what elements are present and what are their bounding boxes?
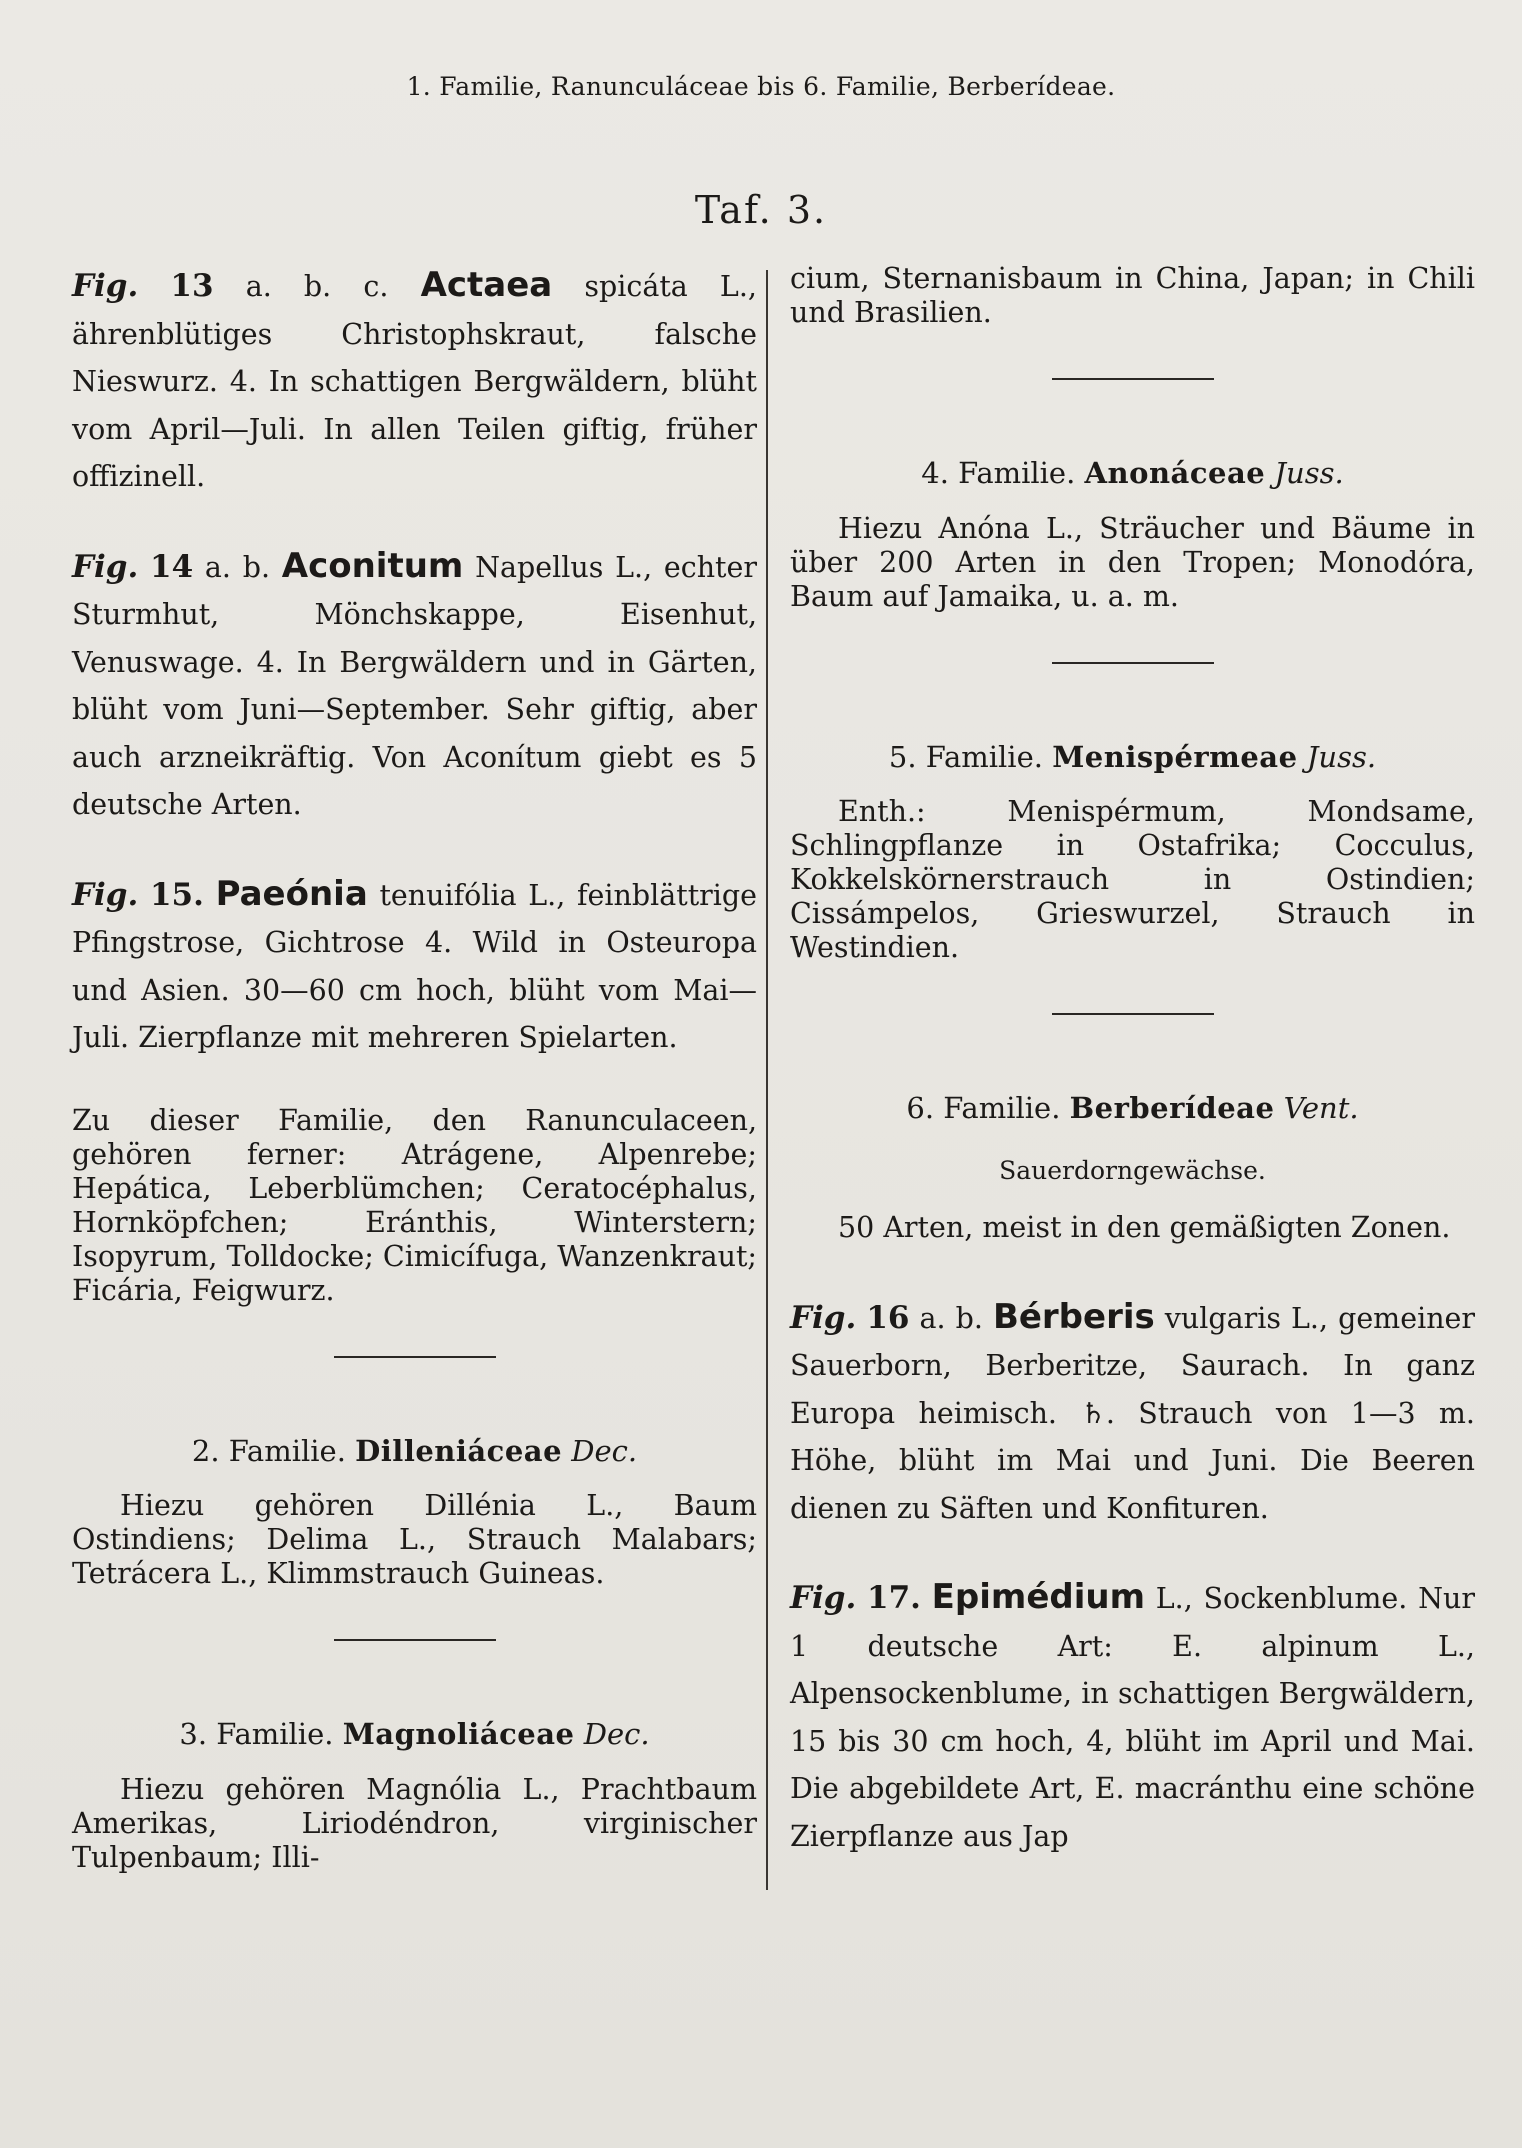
family-name: Magnoliáceae bbox=[342, 1717, 575, 1751]
genus-name: Paeónia bbox=[215, 873, 368, 914]
ranunculaceae-note: Zu dieser Familie, den Ranunculaceen, gehören ferner: Atrágene, Alpenrebe; Hepática, Leberblümchen; Ceratocéphalus, Hornköpfchen; Eránthis, Winterstern; Isopyrum, Tolldocke; Cimicífuga, Wanzenkraut; Ficária, Feigwurz. bbox=[72, 1103, 757, 1307]
plate-title: Taf. 3. bbox=[694, 188, 828, 232]
fig-number: 15. bbox=[149, 876, 204, 913]
fig-14-entry bbox=[72, 543, 757, 829]
fig-label: Fig. bbox=[790, 1299, 857, 1336]
fig-parts: a. b. bbox=[919, 1301, 983, 1335]
family-author: Dec. bbox=[583, 1717, 650, 1751]
genus-name: Aconitum bbox=[281, 545, 464, 586]
species-text: spicáta L., ährenblütiges Christophskraut, falsche Nieswurz. 4. In schattigen Bergwäldern, blüht vom April—Juli. In allen Teilen giftig, früher offizinell. bbox=[72, 270, 757, 493]
family-6-heading bbox=[790, 1085, 1475, 1133]
family-author: Vent. bbox=[1283, 1091, 1359, 1125]
section-rule bbox=[334, 1356, 496, 1358]
genus-name: Actaea bbox=[420, 265, 553, 305]
species-text: L., Sockenblume. Nur 1 deutsche Art: E. alpinum L., Alpensockenblume, in schattigen Bergwäldern, 15 bis 30 cm hoch, 4, blüht im April und Mai. Die abgebildete Art, E. macránthu eine schöne Zierpflanze aus Jap bbox=[790, 1582, 1475, 1853]
family-2-text: Hiezu gehören Dillénia L., Baum Ostindiens; Delima L., Strauch Malabars; Tetrácera L., Klimmstrauch Guineas. bbox=[72, 1489, 757, 1590]
family-5-text: Enth.: Menispérmum, Mondsame, Schlingpflanze in Ostafrika; Cocculus, Kokkelskörnerstrauch in Ostindien; Cissámpelos, Grieswurzel, Strauch in Westindien. bbox=[790, 795, 1475, 964]
species-text: Napellus L., echter Sturmhut, Mönchskappe, Eisenhut, Venuswage. 4. In Bergwäldern und in Gärten, blüht vom Juni—September. Sehr giftig, aber auch arzneikräftig. Von Aconítum giebt es 5 deutsche Arten. bbox=[72, 550, 758, 821]
fig-number: 17. bbox=[867, 1580, 921, 1616]
fig-16-entry bbox=[790, 1294, 1475, 1533]
genus-name: Bérberis bbox=[992, 1296, 1155, 1337]
fig-number: 13 bbox=[170, 268, 214, 304]
family-6-text: 50 Arten, meist in den gemäßigten Zonen. bbox=[838, 1211, 1451, 1244]
column-divider bbox=[766, 270, 768, 1890]
fig-parts: a. b. c. bbox=[245, 270, 389, 303]
fig-15-entry bbox=[72, 871, 757, 1062]
family-name: Berberídeae bbox=[1069, 1091, 1275, 1125]
family-author: Dec. bbox=[571, 1433, 638, 1468]
section-rule bbox=[1052, 1013, 1214, 1015]
family-3-heading bbox=[72, 1711, 757, 1759]
fig-17-entry bbox=[790, 1574, 1475, 1860]
family-2-heading bbox=[72, 1428, 757, 1476]
right-column bbox=[790, 262, 1475, 1902]
family-number: 5. Familie. bbox=[888, 739, 1043, 774]
fig-label: Fig. bbox=[790, 1580, 857, 1616]
fig-label: Fig. bbox=[72, 876, 139, 913]
fig-label: Fig. bbox=[72, 268, 139, 304]
family-number: 4. Familie. bbox=[921, 456, 1076, 490]
species-text: tenuifólia L., feinblättrige Pfingstrose, Gichtrose 4. Wild in Osteuropa und Asien. 30—60 cm hoch, blüht vom Mai—Juli. Zierpflanze mit mehreren Spielarten. bbox=[72, 878, 757, 1054]
section-rule bbox=[334, 1639, 496, 1641]
family-4-heading bbox=[790, 450, 1475, 498]
section-rule bbox=[1052, 662, 1214, 664]
family-name: Anonáceae bbox=[1084, 456, 1266, 490]
family-5-heading bbox=[790, 734, 1475, 782]
left-column bbox=[72, 262, 757, 1875]
genus-name: Epimédium bbox=[931, 1577, 1146, 1617]
running-head: 1. Familie, Ranunculáceae bis 6. Familie, Berberídeae. bbox=[406, 72, 1116, 101]
family-number: 6. Familie. bbox=[906, 1091, 1061, 1125]
family-3-continuation: cium, Sternanisbaum in China, Japan; in Chili und Brasilien. bbox=[790, 262, 1475, 329]
family-number: 3. Familie. bbox=[179, 1717, 334, 1751]
family-name: Dilleniáceae bbox=[355, 1433, 563, 1468]
section-rule bbox=[1052, 378, 1214, 380]
fig-13-entry bbox=[72, 262, 757, 501]
family-3-text: Hiezu gehören Magnólia L., Prachtbaum Amerikas, Liriodéndron, virginischer Tulpenbaum; Illi- bbox=[72, 1772, 757, 1874]
fig-number: 14 bbox=[150, 548, 194, 585]
family-number: 2. Familie. bbox=[191, 1433, 346, 1468]
family-author: Juss. bbox=[1274, 456, 1344, 490]
family-name: Menispérmeae bbox=[1052, 739, 1298, 774]
family-author: Juss. bbox=[1306, 739, 1377, 774]
fig-label: Fig. bbox=[72, 548, 139, 585]
fig-number: 16 bbox=[866, 1299, 910, 1336]
species-text: vulgaris L., gemeiner Sauerborn, Berberitze, Saurach. In ganz Europa heimisch. ♄. Strauch von 1—3 m. Höhe, blüht im Mai und Juni. Die Beeren dienen zu Säften und Konfituren. bbox=[790, 1301, 1476, 1525]
family-6-subtitle: Sauerdorngewächse. bbox=[999, 1155, 1266, 1185]
family-4-text: Hiezu Anóna L., Sträucher und Bäume in über 200 Arten in den Tropen; Monodóra, Baum auf Jamaika, u. a. m. bbox=[790, 511, 1475, 613]
fig-parts: a. b. bbox=[204, 550, 271, 584]
